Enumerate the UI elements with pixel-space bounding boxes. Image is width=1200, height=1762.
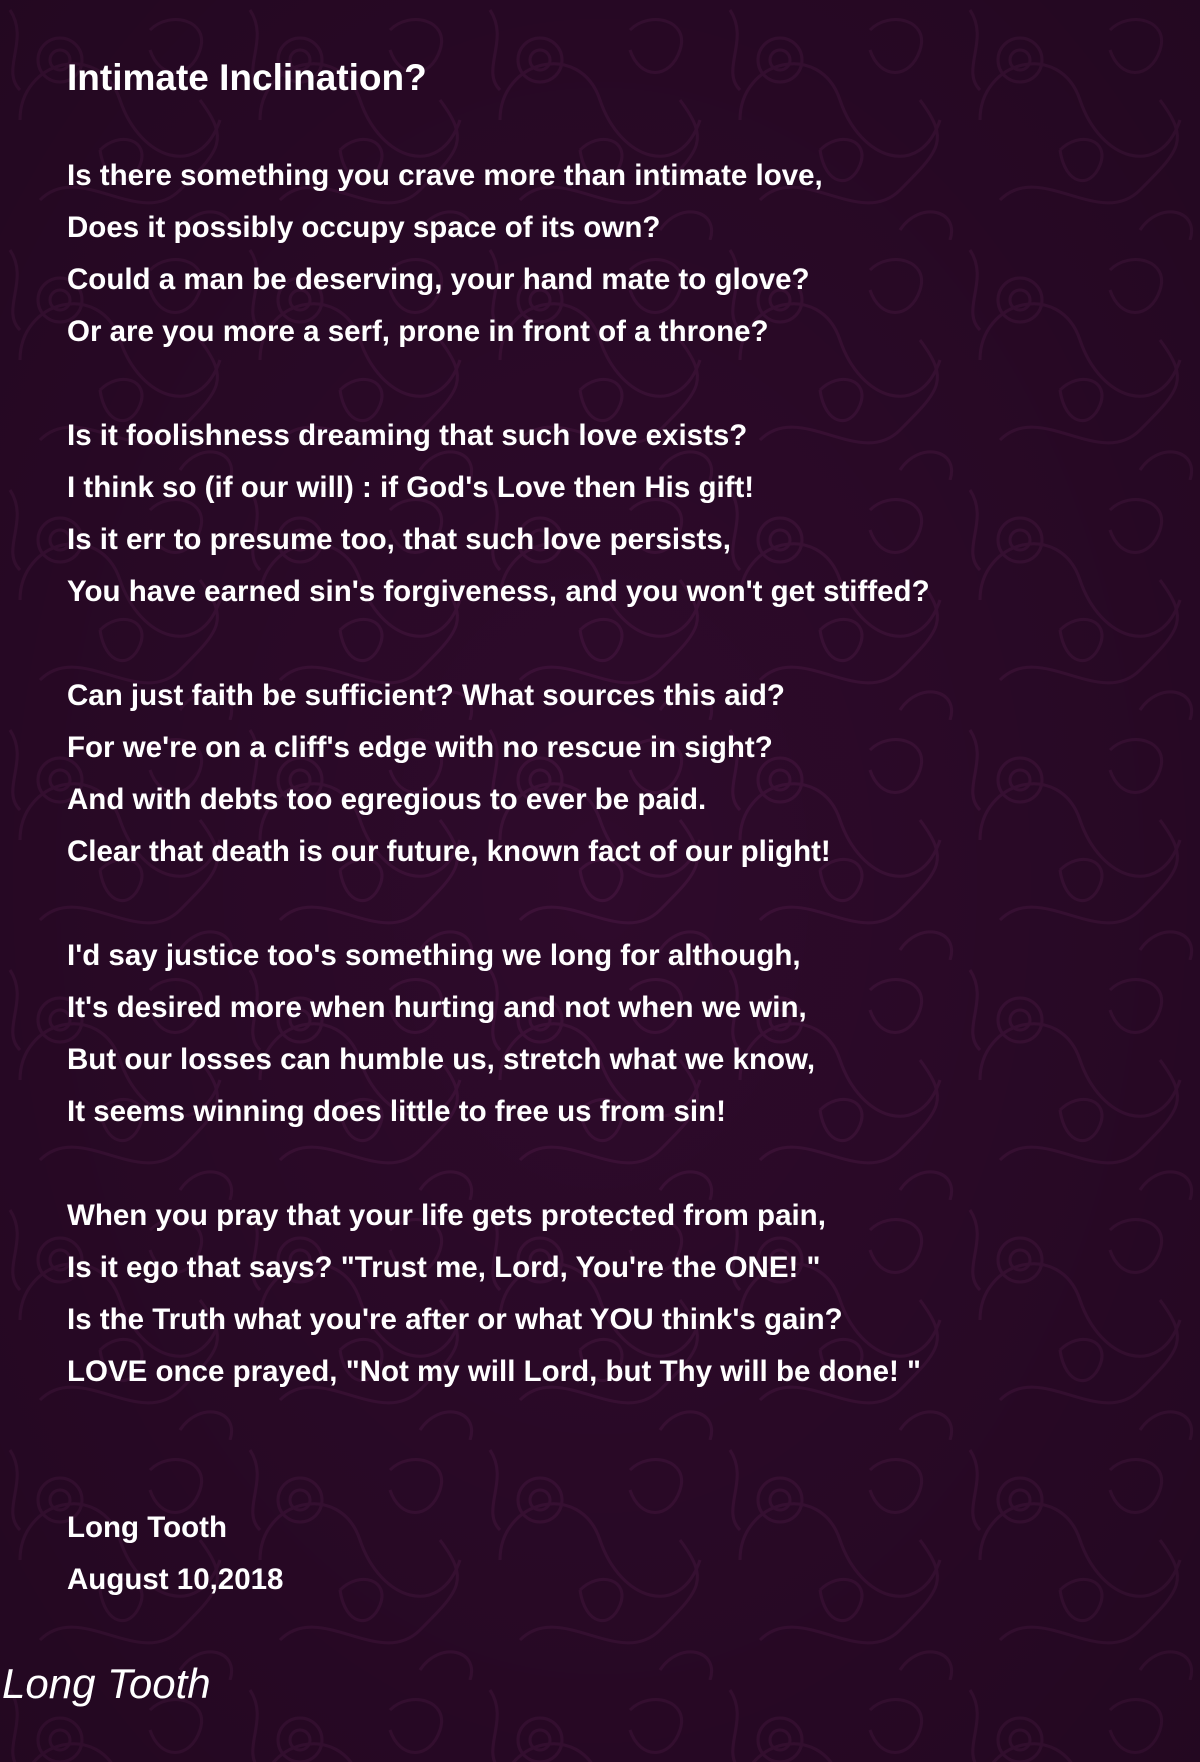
poem-line: August 10,2018 xyxy=(67,1563,284,1596)
stanza-break xyxy=(67,1450,1167,1502)
poem-line: But our losses can humble us, stretch what we know, xyxy=(67,1043,816,1076)
stanza-break xyxy=(67,358,1167,410)
poem-line: Or are you more a serf, prone in front of a throne? xyxy=(67,315,769,348)
poem-line: Could a man be deserving, your hand mate to glove? xyxy=(67,263,810,296)
poem-line: Is it ego that says? "Trust me, Lord, You're the ONE! " xyxy=(67,1251,821,1284)
stanza-break xyxy=(67,1398,1167,1450)
poem-line: Is there something you crave more than intimate love, xyxy=(67,159,823,192)
poem-line: Is the Truth what you're after or what YOU think's gain? xyxy=(67,1303,843,1336)
poem-line: Long Tooth xyxy=(67,1511,227,1544)
poem-line: Clear that death is our future, known fact of our plight! xyxy=(67,835,831,868)
poem-line: When you pray that your life gets protected from pain, xyxy=(67,1199,826,1232)
poem-line: I think so (if our will) : if God's Love then His gift! xyxy=(67,471,755,504)
poem-line: LOVE once prayed, "Not my will Lord, but Thy will be done! " xyxy=(67,1355,922,1388)
poem-line: Is it foolishness dreaming that such love exists? xyxy=(67,419,748,452)
poem-line: Can just faith be sufficient? What sources this aid? xyxy=(67,679,785,712)
poem-line: Does it possibly occupy space of its own? xyxy=(67,211,661,244)
stanza-break xyxy=(67,878,1167,930)
poem-line: For we're on a cliff's edge with no rescue in sight? xyxy=(67,731,773,764)
poem-line: Is it err to presume too, that such love persists, xyxy=(67,523,731,556)
poem-body xyxy=(67,150,1167,1606)
poem-line: You have earned sin's forgiveness, and you won't get stiffed? xyxy=(67,575,930,608)
poem-line: I'd say justice too's something we long for although, xyxy=(67,939,801,972)
stanza-break xyxy=(67,618,1167,670)
poem-line: And with debts too egregious to ever be paid. xyxy=(67,783,707,816)
poem-title: Intimate Inclination? xyxy=(67,57,427,98)
stanza-break xyxy=(67,1138,1167,1190)
author-signature: Long Tooth xyxy=(2,1660,211,1707)
poem-line: It's desired more when hurting and not when we win, xyxy=(67,991,807,1024)
poem-line: It seems winning does little to free us from sin! xyxy=(67,1095,726,1128)
